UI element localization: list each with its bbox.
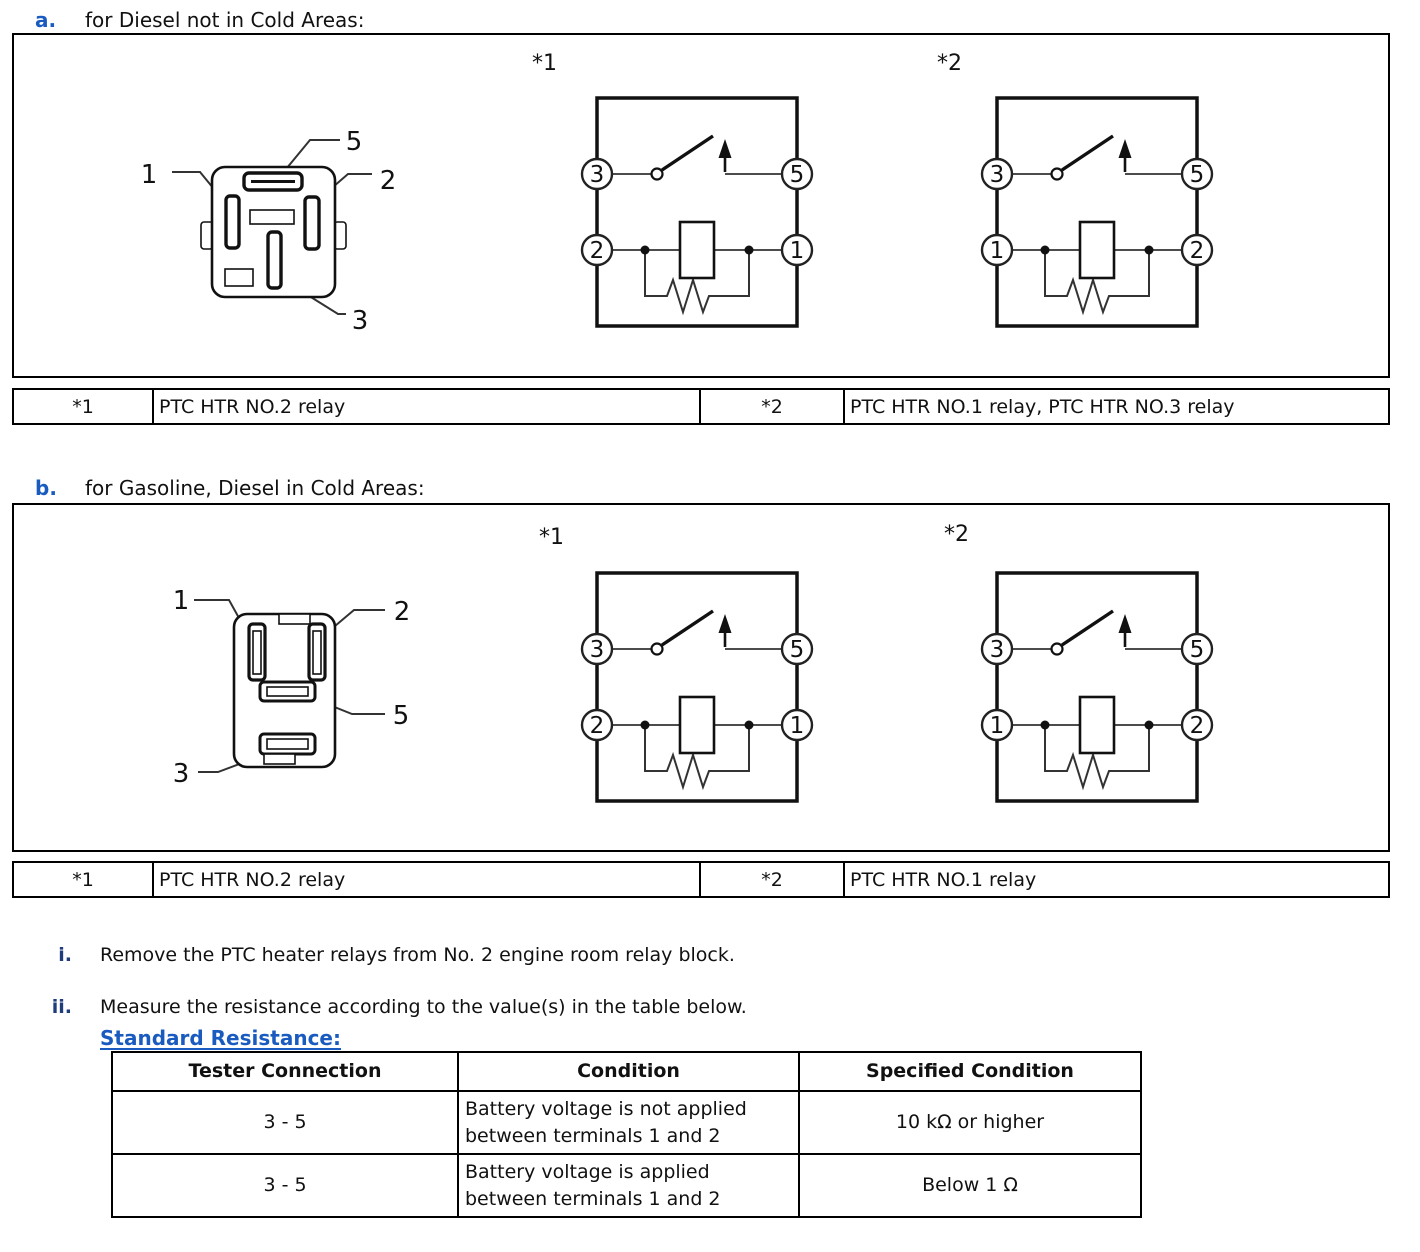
circuit2-caption: *2 <box>944 522 969 547</box>
section-a-marker: a. <box>35 8 57 32</box>
section-b-legend-table <box>12 861 1390 898</box>
legend-key-1: *1 <box>72 868 94 891</box>
pin-label-2: 2 <box>393 597 411 627</box>
cell-condition: Battery voltage is applied between terminals 1 and 2 <box>457 1155 798 1216</box>
legend-value-1: PTC HTR NO.2 relay <box>152 863 699 896</box>
pin-label-5: 5 <box>345 127 363 157</box>
legend-value-2: PTC HTR NO.1 relay <box>843 863 1388 896</box>
terminal-bottom-left: 2 <box>589 238 605 264</box>
terminal-top-right: 5 <box>789 162 805 188</box>
circuit2-caption: *2 <box>937 51 962 76</box>
cell-tester-connection: 3 - 5 <box>263 1174 307 1196</box>
terminal-top-left: 3 <box>989 637 1005 663</box>
terminal-bottom-right: 1 <box>789 238 805 264</box>
step-ii <box>0 996 1420 1020</box>
terminal-top-left: 3 <box>589 637 605 663</box>
relay-circuit-diagram-b2 <box>977 567 1217 812</box>
legend-key-1: *1 <box>72 395 94 418</box>
legend-key-2: *2 <box>699 863 843 896</box>
cell-specified-condition: 10 kΩ or higher <box>798 1092 1140 1153</box>
step-i-text: Remove the PTC heater relays from No. 2 engine room relay block. <box>100 944 735 966</box>
header-condition: Condition <box>457 1053 798 1090</box>
section-b-figure-box <box>12 503 1390 852</box>
step-i-marker: i. <box>58 944 72 966</box>
terminal-top-right: 5 <box>1189 162 1205 188</box>
relay-connector-diagram-a <box>122 102 452 372</box>
section-a-title: for Diesel not in Cold Areas: <box>85 8 365 32</box>
pin-label-1: 1 <box>172 586 190 616</box>
header-specified-condition: Specified Condition <box>798 1053 1140 1090</box>
header-tester-connection: Tester Connection <box>188 1060 382 1082</box>
section-b-heading <box>0 476 1420 500</box>
step-i <box>0 944 1420 968</box>
circuit1-caption: *1 <box>532 51 557 76</box>
section-a-legend-table <box>12 388 1390 425</box>
relay-circuit-diagram-a2 <box>977 92 1217 337</box>
pin-label-3: 3 <box>351 306 369 336</box>
pin-label-3: 3 <box>172 759 190 789</box>
cell-condition: Battery voltage is not applied between terminals 1 and 2 <box>457 1092 798 1153</box>
step-ii-text: Measure the resistance according to the value(s) in the table below. <box>100 996 747 1018</box>
table-row <box>113 1153 1140 1216</box>
terminal-top-right: 5 <box>1189 637 1205 663</box>
standard-resistance-heading: Standard Resistance: <box>100 1026 341 1050</box>
table-header-row <box>113 1053 1140 1090</box>
pin-label-2: 2 <box>379 166 397 196</box>
terminal-bottom-right: 1 <box>789 713 805 739</box>
section-b-title: for Gasoline, Diesel in Cold Areas: <box>85 476 425 500</box>
standard-resistance-table <box>111 1051 1142 1218</box>
section-a-heading <box>0 8 1420 32</box>
relay-connector-diagram-b <box>102 542 442 802</box>
terminal-top-right: 5 <box>789 637 805 663</box>
pin-label-5: 5 <box>392 701 410 731</box>
section-b-marker: b. <box>35 476 57 500</box>
relay-circuit-diagram-a1 <box>577 92 817 337</box>
terminal-bottom-left: 1 <box>989 238 1005 264</box>
legend-value-2: PTC HTR NO.1 relay, PTC HTR NO.3 relay <box>843 390 1388 423</box>
legend-value-1: PTC HTR NO.2 relay <box>152 390 699 423</box>
terminal-top-left: 3 <box>589 162 605 188</box>
step-ii-marker: ii. <box>51 996 72 1018</box>
terminal-bottom-right: 2 <box>1189 713 1205 739</box>
pin-label-1: 1 <box>140 160 158 190</box>
circuit1-caption: *1 <box>539 525 564 550</box>
terminal-bottom-right: 2 <box>1189 238 1205 264</box>
terminal-bottom-left: 1 <box>989 713 1005 739</box>
cell-tester-connection: 3 - 5 <box>263 1111 307 1133</box>
section-a-figure-box <box>12 33 1390 378</box>
table-row <box>113 1090 1140 1153</box>
terminal-top-left: 3 <box>989 162 1005 188</box>
terminal-bottom-left: 2 <box>589 713 605 739</box>
cell-specified-condition: Below 1 Ω <box>798 1155 1140 1216</box>
legend-key-2: *2 <box>699 390 843 423</box>
relay-circuit-diagram-b1 <box>577 567 817 812</box>
